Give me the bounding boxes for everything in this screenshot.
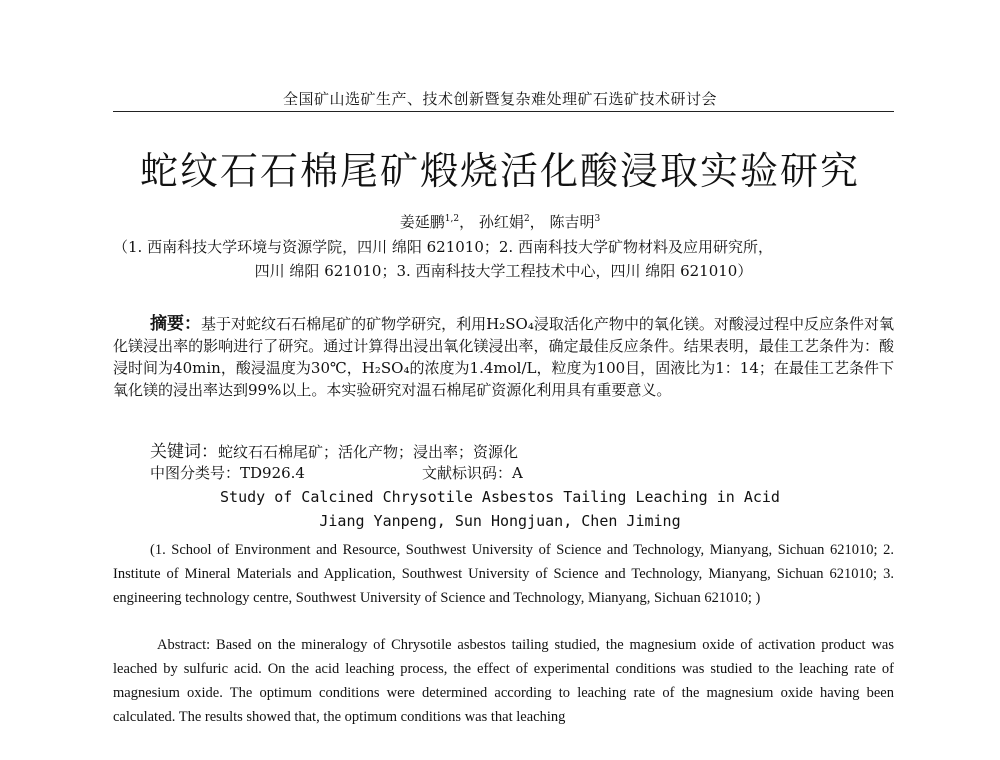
header-rule bbox=[113, 111, 894, 112]
author-affiliation-mark: 2 bbox=[523, 214, 530, 224]
conference-header: 全国矿山选矿生产、技术创新暨复杂难处理矿石选矿技术研讨会 bbox=[282, 90, 717, 108]
affiliation-cn bbox=[113, 235, 894, 283]
abstract-cn-label: 摘要： bbox=[150, 314, 202, 334]
english-title: Study of Calcined Chrysotile Asbestos Tailing Leaching in Acid bbox=[220, 488, 780, 506]
english-authors: Jiang Yanpeng, Sun Hongjuan, Chen Jiming bbox=[319, 512, 681, 530]
keywords-cn bbox=[150, 437, 894, 462]
abstract-cn-text: 基于对蛇纹石石棉尾矿的矿物学研究，利用H₂SO₄浸取活化产物中的氧化镁。对酸浸过程中反应条件对氧化镁浸出率的影响进行了研究。通过计算得出浸出氧化镁浸出率，确定最佳反应条件。结果表明，最佳工艺条件为：酸浸时间为40min，酸浸温度为30℃，H₂SO₄的浓度为1.4mol/L，粒度为100目，固液比为1：14；在最佳工艺条件下氧化镁的浸出率达到99%以上。本实验研究对温石棉尾矿资源化利用具有重要意义。 bbox=[113, 315, 895, 399]
abstract-cn bbox=[113, 313, 894, 401]
affiliation-cn-line2: 四川 绵阳 621010；3. 西南科技大学工程技术中心，四川 绵阳 621010） bbox=[254, 262, 753, 280]
english-affiliation: (1. School of Environment and Resource, Southwest University of Science and Technology, Mianyang, Sichuan 621010; 2. Institute of Mineral Materials and Application, Southwest University of Science and Technology, Mianyang, Sichuan 621010; 3. engineering technology centre, Southwest University of Science and Technology, Mianyang, Sichuan 621010; ) bbox=[113, 542, 894, 606]
english-abstract: Abstract: Based on the mineralogy of Chrysotile asbestos tailing studied, the magnesium oxide of activation product was leached by sulfuric acid. On the acid leaching process, the effect of experimental conditions was studied to the leaching rate of magnesium oxide. The optimum conditions were determined according to leaching rate of the magnesium oxide having been calculated. The results showed that, the optimum conditions was that leaching bbox=[113, 637, 894, 725]
author-list bbox=[0, 211, 1000, 232]
affiliation-cn-line1: （1. 西南科技大学环境与资源学院，四川 绵阳 621010；2. 西南科技大学矿物材料及应用研究所， bbox=[113, 238, 773, 256]
author-name: 陈吉明 bbox=[549, 213, 595, 231]
paper-title: 蛇纹石石棉尾矿煅烧活化酸浸取实验研究 bbox=[139, 149, 860, 193]
document-code: 文献标识码：A bbox=[422, 464, 523, 482]
classification-line bbox=[150, 462, 894, 483]
author-separator: ， bbox=[459, 213, 475, 231]
author-name: 姜延鹏 bbox=[399, 213, 445, 231]
clc-number: 中图分类号：TD926.4 bbox=[150, 464, 305, 482]
author-affiliation-mark: 3 bbox=[594, 214, 601, 224]
author-affiliation-mark: 1,2 bbox=[444, 214, 460, 224]
keywords-text: 蛇纹石石棉尾矿；活化产物；浸出率；资源化 bbox=[218, 443, 519, 461]
author-separator: ， bbox=[529, 213, 545, 231]
keywords-label: 关键词： bbox=[150, 442, 218, 462]
author-name: 孙红娟 bbox=[478, 213, 524, 231]
